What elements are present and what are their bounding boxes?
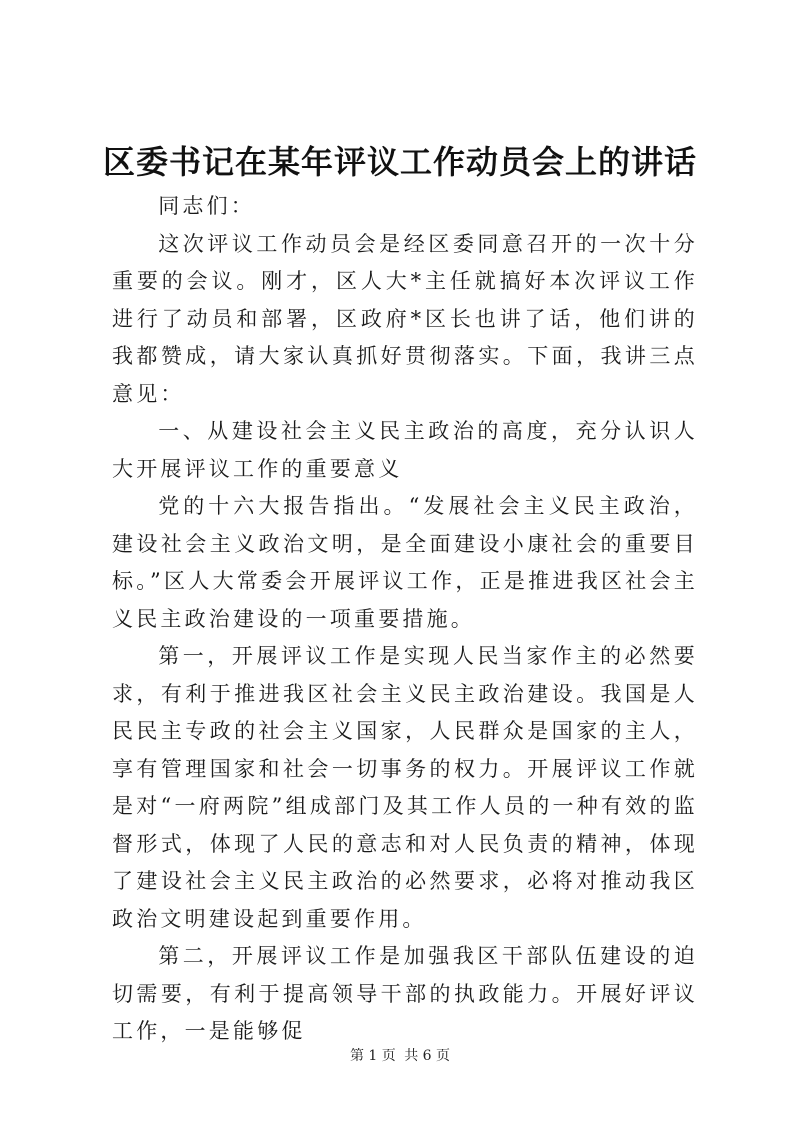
document-body [112, 188, 698, 1051]
body-paragraph: 第二，开展评议工作是加强我区干部队伍建设的迫切需要，有利于提高领导干部的执政能力。开展好评议工作，一是能够促 [112, 944, 698, 1043]
body-paragraph: 党的十六大报告指出。“发展社会主义民主政治，建设社会主义政治文明，是全面建设小康社会的重要目标。”区人大常委会开展评议工作，正是推进我区社会主义民主政治建设的一项重要措施。 [112, 494, 698, 631]
page-footer [0, 1046, 800, 1066]
document-title: 区委书记在某年评议工作动员会上的讲话 [102, 143, 697, 181]
salutation-paragraph: 同志们： [158, 194, 255, 218]
page-total: 共 6 页 [404, 1048, 451, 1064]
page-number: 第 1 页 [349, 1048, 396, 1064]
section-heading-paragraph: 一、从建设社会主义民主政治的高度，充分认识人大开展评议工作的重要意义 [112, 419, 698, 481]
body-paragraph: 这次评议工作动员会是经区委同意召开的一次十分重要的会议。刚才，区人大*主任就搞好本次评议工作进行了动员和部署，区政府*区长也讲了话，他们讲的我都赞成，请大家认真抓好贯彻落实。下面，我讲三点意见： [112, 231, 698, 406]
body-paragraph: 第一，开展评议工作是实现人民当家作主的必然要求，有利于推进我区社会主义民主政治建设。我国是人民民主专政的社会主义国家，人民群众是国家的主人，享有管理国家和社会一切事务的权力。开展评议工作就是对“一府两院”组成部门及其工作人员的一种有效的监督形式，体现了人民的意志和对人民负责的精神，体现了建设社会主义民主政治的必然要求，必将对推动我区政治文明建设起到重要作用。 [112, 644, 698, 931]
